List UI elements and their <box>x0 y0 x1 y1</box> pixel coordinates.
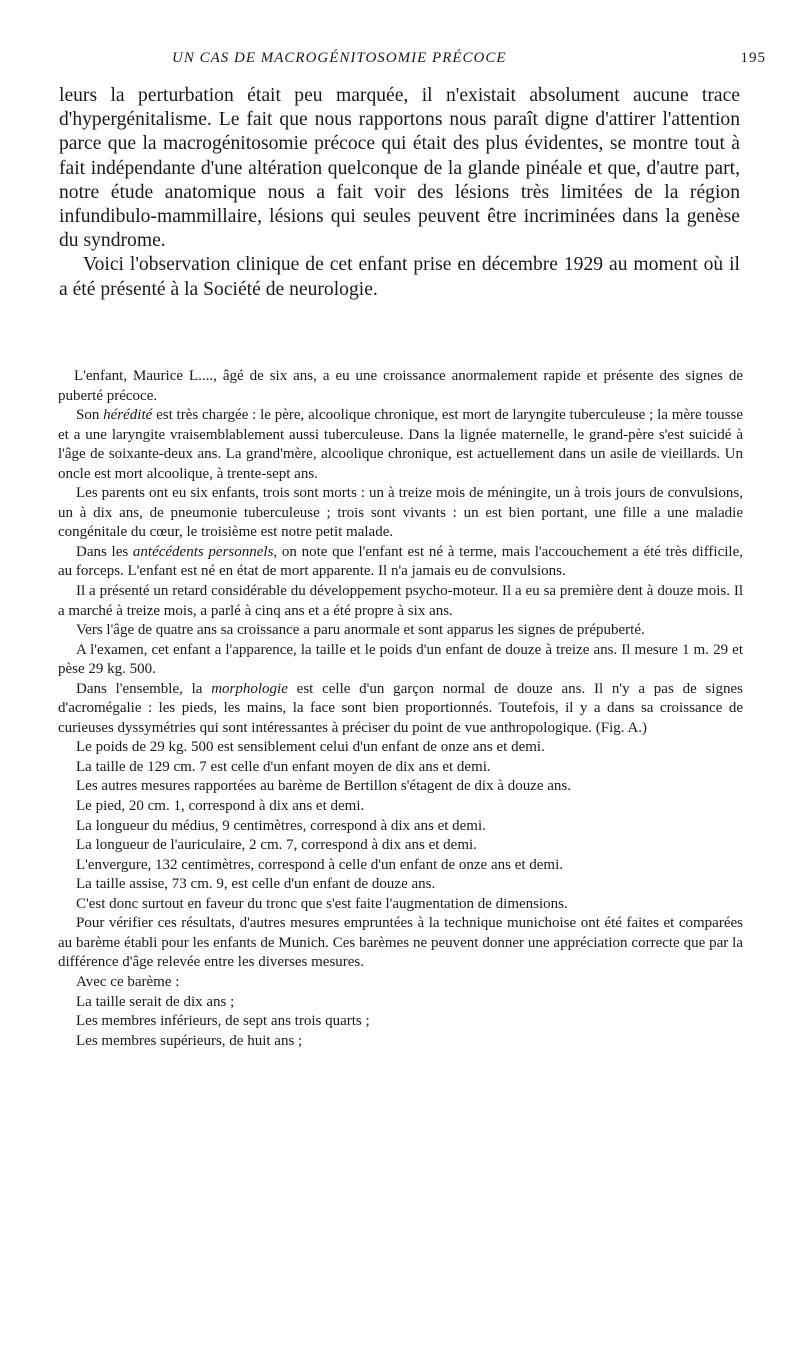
observation-paragraph: Son hérédité est très chargée : le père, alcoolique chronique, est mort de laryngite tuberculeuse ; la mère tousse et a une laryngite vraisemblablement aussi tuberculeuse. Dans la lignée maternelle, le grand-père s'est suicidé à l'âge de soixante-deux ans. La grand'mère, alcoolique chronique, est actuellement dans un asile de vieillards. Un oncle est mort alcoolique, à trente-sept ans. <box>58 407 743 482</box>
observation-paragraph: La taille serait de dix ans ; <box>76 993 235 1010</box>
running-head <box>60 50 766 74</box>
emphasis: morphologie <box>211 680 288 697</box>
observation-paragraph: Le poids de 29 kg. 500 est sensiblement celui d'un enfant de onze ans et demi. <box>76 739 545 756</box>
observation-paragraph: La taille assise, 73 cm. 9, est celle d'un enfant de douze ans. <box>76 876 436 893</box>
observation-paragraph: Il a présenté un retard considérable du développement psycho-moteur. Il a eu sa première dent à douze mois. Il a marché à treize mois, a parlé à cinq ans et a été propre à six ans. <box>58 583 743 619</box>
observation-paragraph: Les membres inférieurs, de sept ans trois quarts ; <box>76 1013 370 1030</box>
observation-paragraph: Avec ce barème : <box>76 973 180 990</box>
intro-paragraph-2: Voici l'observation clinique de cet enfant prise en décembre 1929 au moment où il a été présenté à la Société de neurologie. <box>59 254 740 300</box>
observation-paragraph: Les parents ont eu six enfants, trois sont morts : un à treize mois de méningite, un à trois jours de convulsions, un à dix ans, de pneumonie tuberculeuse ; trois sont vivants : un est bien portant, une fille a une maladie congénitale du cœur, le troisième est notre petit malade. <box>58 485 743 541</box>
observation-paragraph: A l'examen, cet enfant a l'apparence, la taille et le poids d'un enfant de douze à treize ans. Il mesure 1 m. 29 et pèse 29 kg. 500. <box>58 641 743 678</box>
observation-paragraph: Vers l'âge de quatre ans sa croissance a paru anormale et sont apparus les signes de prépuberté. <box>76 622 645 639</box>
page-number: 195 <box>740 50 766 66</box>
observation-paragraph: L'enfant, Maurice L...., âgé de six ans, a eu une croissance anormalement rapide et présente des signes de puberté précoce. <box>58 368 743 404</box>
observation-paragraph: L'envergure, 132 centimètres, correspond à celle d'un enfant de onze ans et demi. <box>76 856 564 873</box>
observation-paragraph: C'est donc surtout en faveur du tronc que s'est faite l'augmentation de dimensions. <box>76 895 568 912</box>
observation-paragraph: Les membres supérieurs, de huit ans ; <box>76 1032 303 1049</box>
observation-paragraph: Dans les antécédents personnels, on note que l'enfant est né à terme, mais l'accouchement a été très difficile, au forceps. L'enfant est né en état de mort apparente. Il n'a jamais eu de convulsions. <box>58 543 743 580</box>
observation-paragraph: La taille de 129 cm. 7 est celle d'un enfant moyen de dix ans et demi. <box>76 758 491 775</box>
observation-paragraph: La longueur de l'auriculaire, 2 cm. 7, correspond à dix ans et demi. <box>76 837 477 854</box>
intro-paragraph-1: leurs la perturbation était peu marquée, il n'existait absolument aucune trace d'hypergénitalisme. Le fait que nous rapportons nous paraît digne d'attirer l'attention parce que la macrogénitosomie précoce qui était des plus évidentes, se montre tout à fait indépendante d'une altération quelconque de la glande pinéale et que, d'autre part, notre étude anatomique nous a fait voir des lésions très limitées de la région infundibulo-mammillaire, lésions qui seules peuvent être incriminées dans la genèse du syndrome. <box>59 85 740 252</box>
emphasis: antécédents personnels <box>132 543 274 560</box>
emphasis: hérédité <box>103 407 153 424</box>
running-title: UN CAS DE MACROGÉNITOSOMIE PRÉCOCE <box>172 50 507 66</box>
observation-paragraph: La longueur du médius, 9 centimètres, correspond à dix ans et demi. <box>76 817 486 834</box>
observation-paragraph: Dans l'ensemble, la morphologie est celle d'un garçon normal de douze ans. Il n'y a pas de signes d'acromégalie : les pieds, les mains, la face sont bien proportionnés. Toutefois, il y a dans sa croissance de curieuses dyssymétries qui sont intéressantes à préciser du point de vue anthropologique. (Fig. A.) <box>58 680 743 736</box>
intro-text <box>59 84 740 302</box>
clinical-observation <box>58 367 743 1051</box>
observation-paragraph: Le pied, 20 cm. 1, correspond à dix ans et demi. <box>76 798 365 815</box>
observation-paragraph: Les autres mesures rapportées au barème de Bertillon s'étagent de dix à douze ans. <box>76 778 572 795</box>
observation-paragraph: Pour vérifier ces résultats, d'autres mesures empruntées à la technique munichoise ont été faites et comparées au barème établi pour les enfants de Munich. Ces barèmes ne peuvent donner une appréciation correcte que par la différence d'âge relevée entre les diverses mesures. <box>58 915 743 971</box>
